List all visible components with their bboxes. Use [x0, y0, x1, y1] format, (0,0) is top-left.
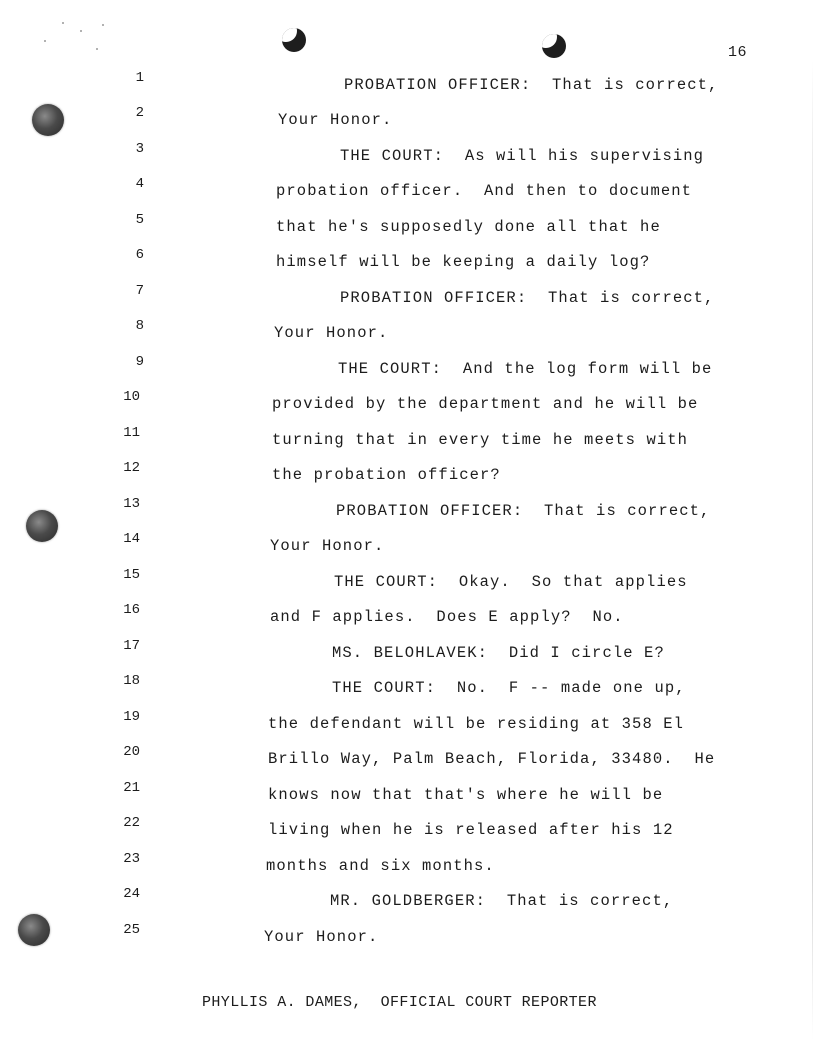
line-number: 17: [123, 638, 140, 654]
line-number: 15: [123, 567, 140, 583]
scan-speck: [96, 48, 98, 50]
punch-mark: [542, 34, 566, 58]
transcript-line: PROBATION OFFICER: That is correct,: [340, 289, 715, 307]
binder-hole: [26, 510, 58, 542]
transcript-line: the probation officer?: [272, 466, 501, 484]
punch-mark: [282, 28, 306, 52]
line-number: 5: [135, 212, 144, 228]
line-number: 10: [123, 389, 140, 405]
transcript-line: MR. GOLDBERGER: That is correct,: [330, 892, 674, 910]
line-number: 22: [123, 815, 140, 831]
transcript-line: PROBATION OFFICER: That is correct,: [336, 502, 711, 520]
scan-speck: [62, 22, 64, 24]
transcript-line: PROBATION OFFICER: That is correct,: [344, 76, 719, 94]
transcript-line: that he's supposedly done all that he: [276, 218, 661, 236]
scan-edge: [812, 60, 813, 1040]
line-number: 11: [123, 425, 140, 441]
line-number: 3: [135, 141, 144, 157]
line-number: 1: [135, 70, 144, 86]
line-number: 13: [123, 496, 140, 512]
transcript-line: THE COURT: No. F -- made one up,: [332, 679, 686, 697]
binder-hole: [32, 104, 64, 136]
transcript-line: Brillo Way, Palm Beach, Florida, 33480. He: [268, 750, 716, 768]
line-number: 21: [123, 780, 140, 796]
transcript-line: Your Honor.: [264, 928, 379, 946]
transcript-line: THE COURT: As will his supervising: [340, 147, 705, 165]
line-number: 19: [123, 709, 140, 725]
line-number: 14: [123, 531, 140, 547]
page-number: 16: [728, 44, 748, 61]
line-number: 20: [123, 744, 140, 760]
line-number: 24: [123, 886, 140, 902]
transcript-line: THE COURT: Okay. So that applies: [334, 573, 688, 591]
transcript-line: Your Honor.: [274, 324, 389, 342]
transcript-line: living when he is released after his 12: [268, 821, 674, 839]
transcript-line: THE COURT: And the log form will be: [338, 360, 713, 378]
scan-speck: [44, 40, 46, 42]
line-number: 25: [123, 922, 140, 938]
line-number: 9: [135, 354, 144, 370]
transcript-line: knows now that that's where he will be: [268, 786, 664, 804]
transcript-line: provided by the department and he will be: [272, 395, 699, 413]
line-number: 18: [123, 673, 140, 689]
scan-speck: [80, 30, 82, 32]
line-number: 2: [135, 105, 144, 121]
line-number: 12: [123, 460, 140, 476]
line-number: 4: [135, 176, 144, 192]
line-number: 7: [135, 283, 144, 299]
transcript-line: MS. BELOHLAVEK: Did I circle E?: [332, 644, 665, 662]
line-number: 8: [135, 318, 144, 334]
transcript-line: Your Honor.: [278, 111, 393, 129]
transcript-line: Your Honor.: [270, 537, 385, 555]
scan-speck: [102, 24, 104, 26]
line-number: 6: [135, 247, 144, 263]
transcript-line: probation officer. And then to document: [276, 182, 693, 200]
transcript-line: months and six months.: [266, 857, 495, 875]
transcript-line: and F applies. Does E apply? No.: [270, 608, 624, 626]
line-number: 23: [123, 851, 140, 867]
transcript-line: turning that in every time he meets with: [272, 431, 689, 449]
transcript-line: the defendant will be residing at 358 El: [268, 715, 685, 733]
court-reporter-footer: PHYLLIS A. DAMES, OFFICIAL COURT REPORTER: [202, 994, 597, 1011]
transcript-line: himself will be keeping a daily log?: [276, 253, 651, 271]
line-number: 16: [123, 602, 140, 618]
binder-hole: [18, 914, 50, 946]
